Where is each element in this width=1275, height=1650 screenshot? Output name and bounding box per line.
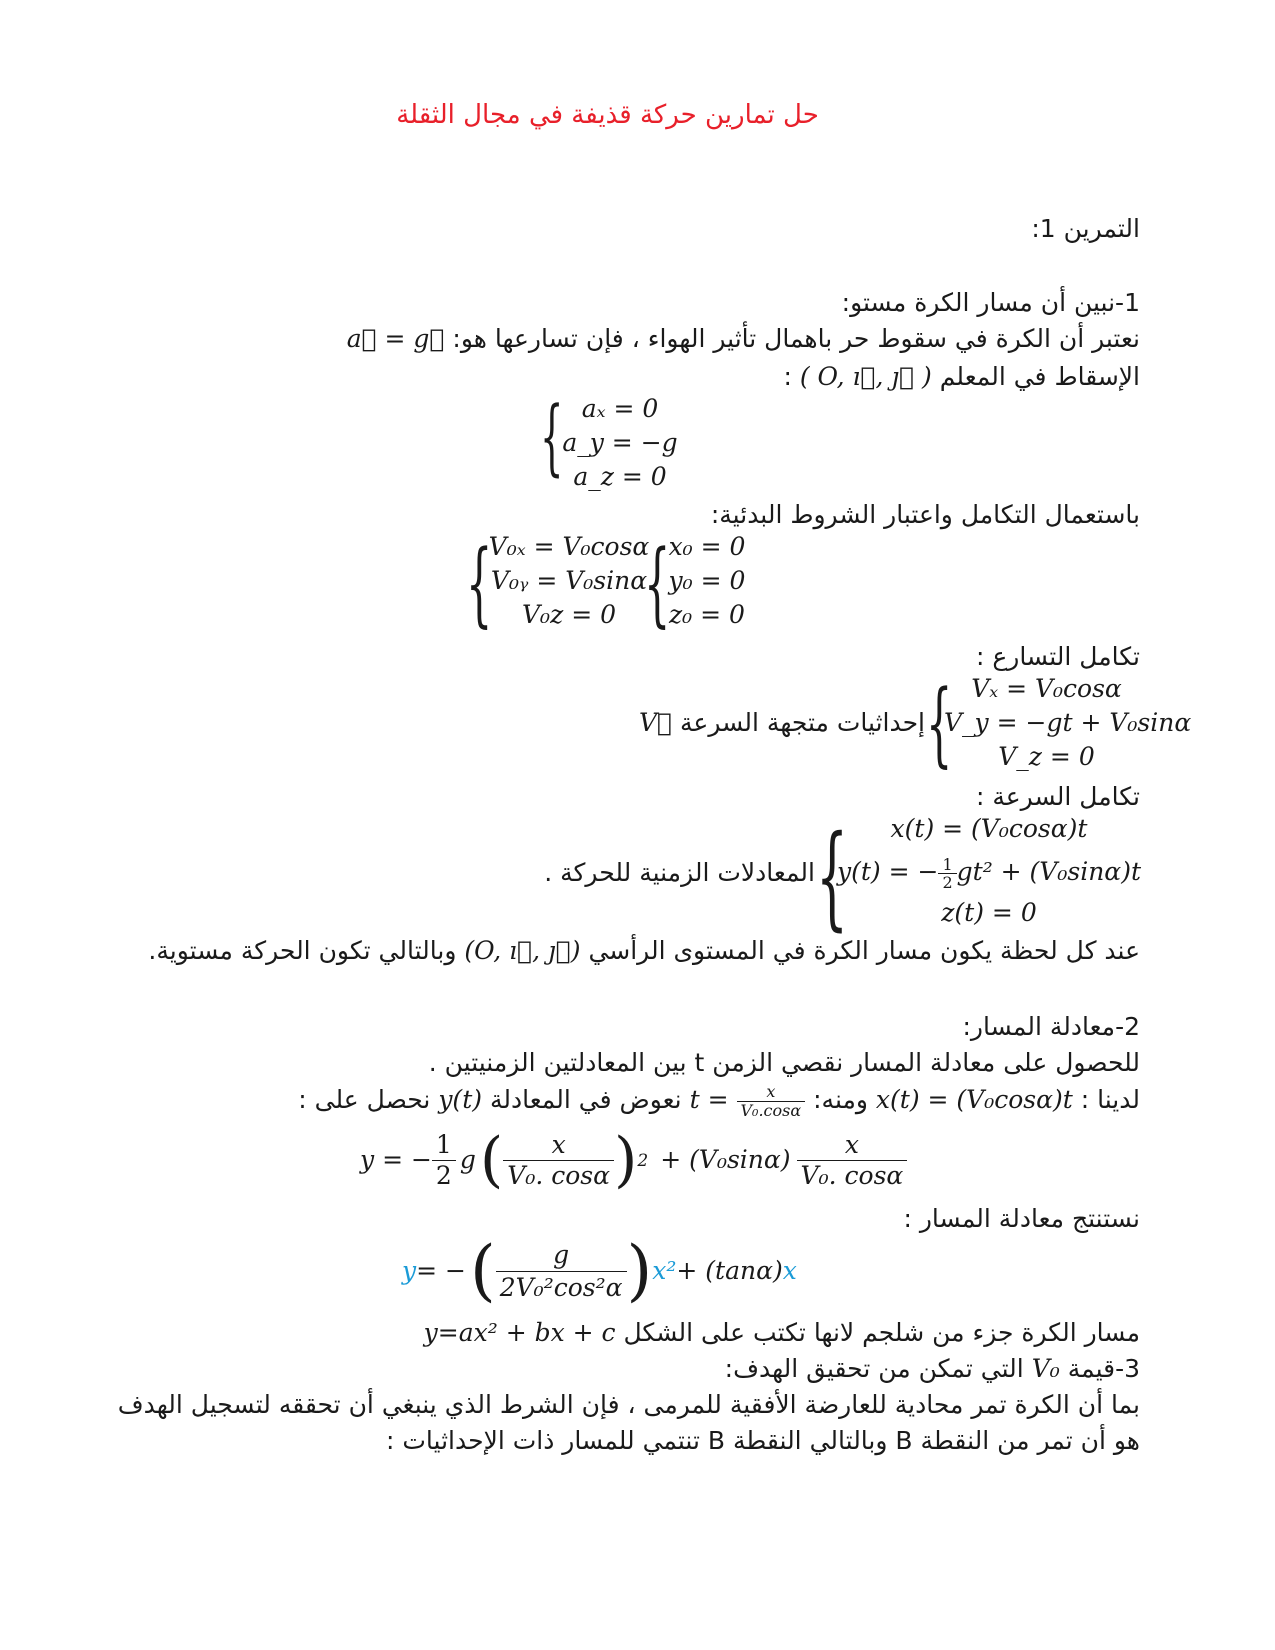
init-vz: V₀z = 0 [522, 600, 616, 629]
question-3-heading [725, 1352, 1140, 1386]
init-vy: V₀ᵧ = V₀sinα [490, 566, 648, 595]
accel-y: a_y = −g [562, 428, 678, 457]
half-num: 1 [938, 856, 956, 874]
traj-inner-den: V₀. cosα [507, 1160, 610, 1190]
final-paren-close: ) [626, 1232, 653, 1309]
final-plus: + (tanα) [676, 1256, 783, 1285]
position-system [834, 812, 1144, 930]
accel-brace: { [540, 390, 564, 485]
final-den: 2V₀²cos²α [499, 1272, 623, 1302]
final-x-squared: x² [652, 1256, 677, 1285]
traj-power: 2 [637, 1151, 649, 1171]
integration-heading: باستعمال التكامل واعتبار الشروط البدئية: [710, 500, 1140, 529]
init-position-brace: { [644, 530, 671, 637]
velocity-integration: تكامل السرعة : [975, 782, 1140, 811]
q3-heading-b: التي تمكن من تحقيق الهدف: [724, 1354, 1024, 1383]
traj-g: g [459, 1145, 476, 1174]
deduce-trajectory: نستنتج معادلة المسار : [903, 1204, 1140, 1233]
velocity-label: إحداثيات متجهة السرعة [680, 708, 925, 737]
time-equations-label: المعادلات الزمنية للحركة . [544, 858, 815, 887]
accel-z: a_z = 0 [573, 462, 667, 491]
init-z0: z₀ = 0 [669, 600, 745, 629]
final-trajectory-equation [402, 1232, 797, 1309]
final-num: g [496, 1239, 627, 1272]
velocity-label-line [639, 706, 925, 740]
plane-frame: (O, ı⃗, ȷ⃗) [464, 936, 581, 965]
initial-velocity-system [484, 530, 654, 632]
final-paren-open: ( [469, 1232, 496, 1309]
position-y-right: gt² + (V₀sinα)t [956, 857, 1141, 886]
q3-line-2: هو أن تمر من النقطة B وبالتالي النقطة B تنتمي للمسار ذات الإحداثيات : [386, 1426, 1140, 1455]
t-frac-den: V₀.cosα [740, 1101, 802, 1120]
traj-half-den: 2 [435, 1160, 452, 1190]
acceleration-integration: تكامل التسارع : [975, 642, 1140, 671]
velocity-vector: V⃗ [638, 708, 673, 737]
half-den: 2 [942, 873, 953, 892]
init-y0: y₀ = 0 [668, 566, 746, 595]
init-velocity-brace: { [466, 530, 493, 637]
traj-paren-open: ( [479, 1125, 504, 1195]
traj-last-frac [797, 1130, 908, 1191]
q3-v0: V₀ [1031, 1354, 1060, 1383]
q3-heading-a: 3-قيمة [1067, 1354, 1140, 1383]
accel-x: aₓ = 0 [581, 394, 659, 423]
half-fraction [938, 856, 956, 891]
velocity-z: V_z = 0 [998, 742, 1095, 771]
question-1-heading: 1-نبين أن مسار الكرة مستو: [841, 288, 1140, 317]
final-eq-sign: = − [416, 1256, 466, 1285]
traj-half [432, 1130, 456, 1191]
projection-line [783, 360, 1140, 394]
traj-plus: + (V₀sinα) [660, 1145, 791, 1174]
position-z: z(t) = 0 [941, 898, 1037, 927]
position-y-left: y(t) = − [836, 857, 939, 886]
plane-text-b: وبالتالي تكون الحركة مستوية. [148, 936, 457, 965]
hence-text: ومنه: [813, 1085, 868, 1114]
position-x: x(t) = (V₀cosα)t [890, 814, 1088, 843]
final-frac [496, 1239, 627, 1304]
position-y [834, 848, 1144, 896]
parabola-form: y=ax² + bx + c [423, 1318, 616, 1347]
substitute-text: نعوض في المعادلة [489, 1085, 682, 1114]
eliminate-time-line: للحصول على معادلة المسار نقصي الزمن t بين المعادلتين الزمنيتين . [428, 1048, 1140, 1077]
we-have-text: لدينا : [1080, 1085, 1140, 1114]
t-equals: t = $\frac{x}{\text{V₀.cosα}}$ [690, 1085, 806, 1114]
traj-last-num: x [797, 1130, 908, 1161]
initial-position-system [662, 530, 752, 632]
init-vx: V₀ₓ = V₀cosα [488, 532, 650, 561]
final-x: x [782, 1256, 797, 1285]
page-title: حل تمارين حركة قذيفة في مجال الثقلة [396, 100, 819, 130]
projection-text: الإسقاط في المعلم [939, 362, 1140, 391]
init-x0: x₀ = 0 [668, 532, 746, 561]
velocity-x: Vₓ = V₀cosα [971, 674, 1122, 703]
plane-statement [148, 934, 1140, 968]
parabola-line [424, 1316, 1140, 1350]
frame-notation: ( O, ı⃗, ȷ⃗ ) [799, 362, 932, 391]
t-fraction [737, 1083, 806, 1120]
traj-paren-close: ) [614, 1125, 638, 1195]
we-get-text: نحصل على : [298, 1085, 431, 1114]
acceleration-equals-gravity: a⃗ = g⃗ [346, 324, 445, 353]
traj-half-num: 1 [432, 1130, 456, 1161]
acceleration-system [560, 392, 680, 494]
velocity-system [944, 672, 1192, 774]
position-brace: { [816, 812, 849, 942]
q3-line-1: بما أن الكرة تمر محادية للعارضة الأفقية للمرمى ، فإن الشرط الذي ينبغي أن تحققه لتسجيل الهدف [117, 1390, 1140, 1419]
trajectory-equation [360, 1125, 907, 1195]
traj-lhs: y = − [360, 1145, 432, 1174]
question-2-heading: 2-معادلة المسار: [962, 1012, 1140, 1041]
t-frac-num: x [737, 1083, 806, 1102]
final-y: y [402, 1256, 417, 1285]
traj-inner-frac [503, 1130, 614, 1191]
projection-colon: : [783, 362, 792, 391]
traj-last-den: V₀. cosα [800, 1160, 904, 1190]
y-of-t: y(t) [438, 1085, 482, 1114]
traj-inner-num: x [503, 1130, 614, 1161]
plane-text-a: عند كل لحظة يكون مسار الكرة في المستوى الرأسي [588, 936, 1140, 965]
free-fall-text: نعتبر أن الكرة في سقوط حر باهمال تأثير الهواء ، فإن تسارعها هو: [452, 324, 1140, 353]
parabola-text: مسار الكرة جزء من شلجم لانها تكتب على الشكل [623, 1318, 1140, 1347]
exercise-heading: التمرين 1: [1031, 214, 1140, 243]
velocity-y: V_y = −gt + V₀sinα [944, 708, 1192, 737]
free-fall-line [347, 322, 1140, 356]
substitution-line [298, 1078, 1140, 1122]
x-of-t: x(t) = (V₀cosα)t [875, 1085, 1073, 1114]
velocity-brace: { [926, 670, 953, 777]
